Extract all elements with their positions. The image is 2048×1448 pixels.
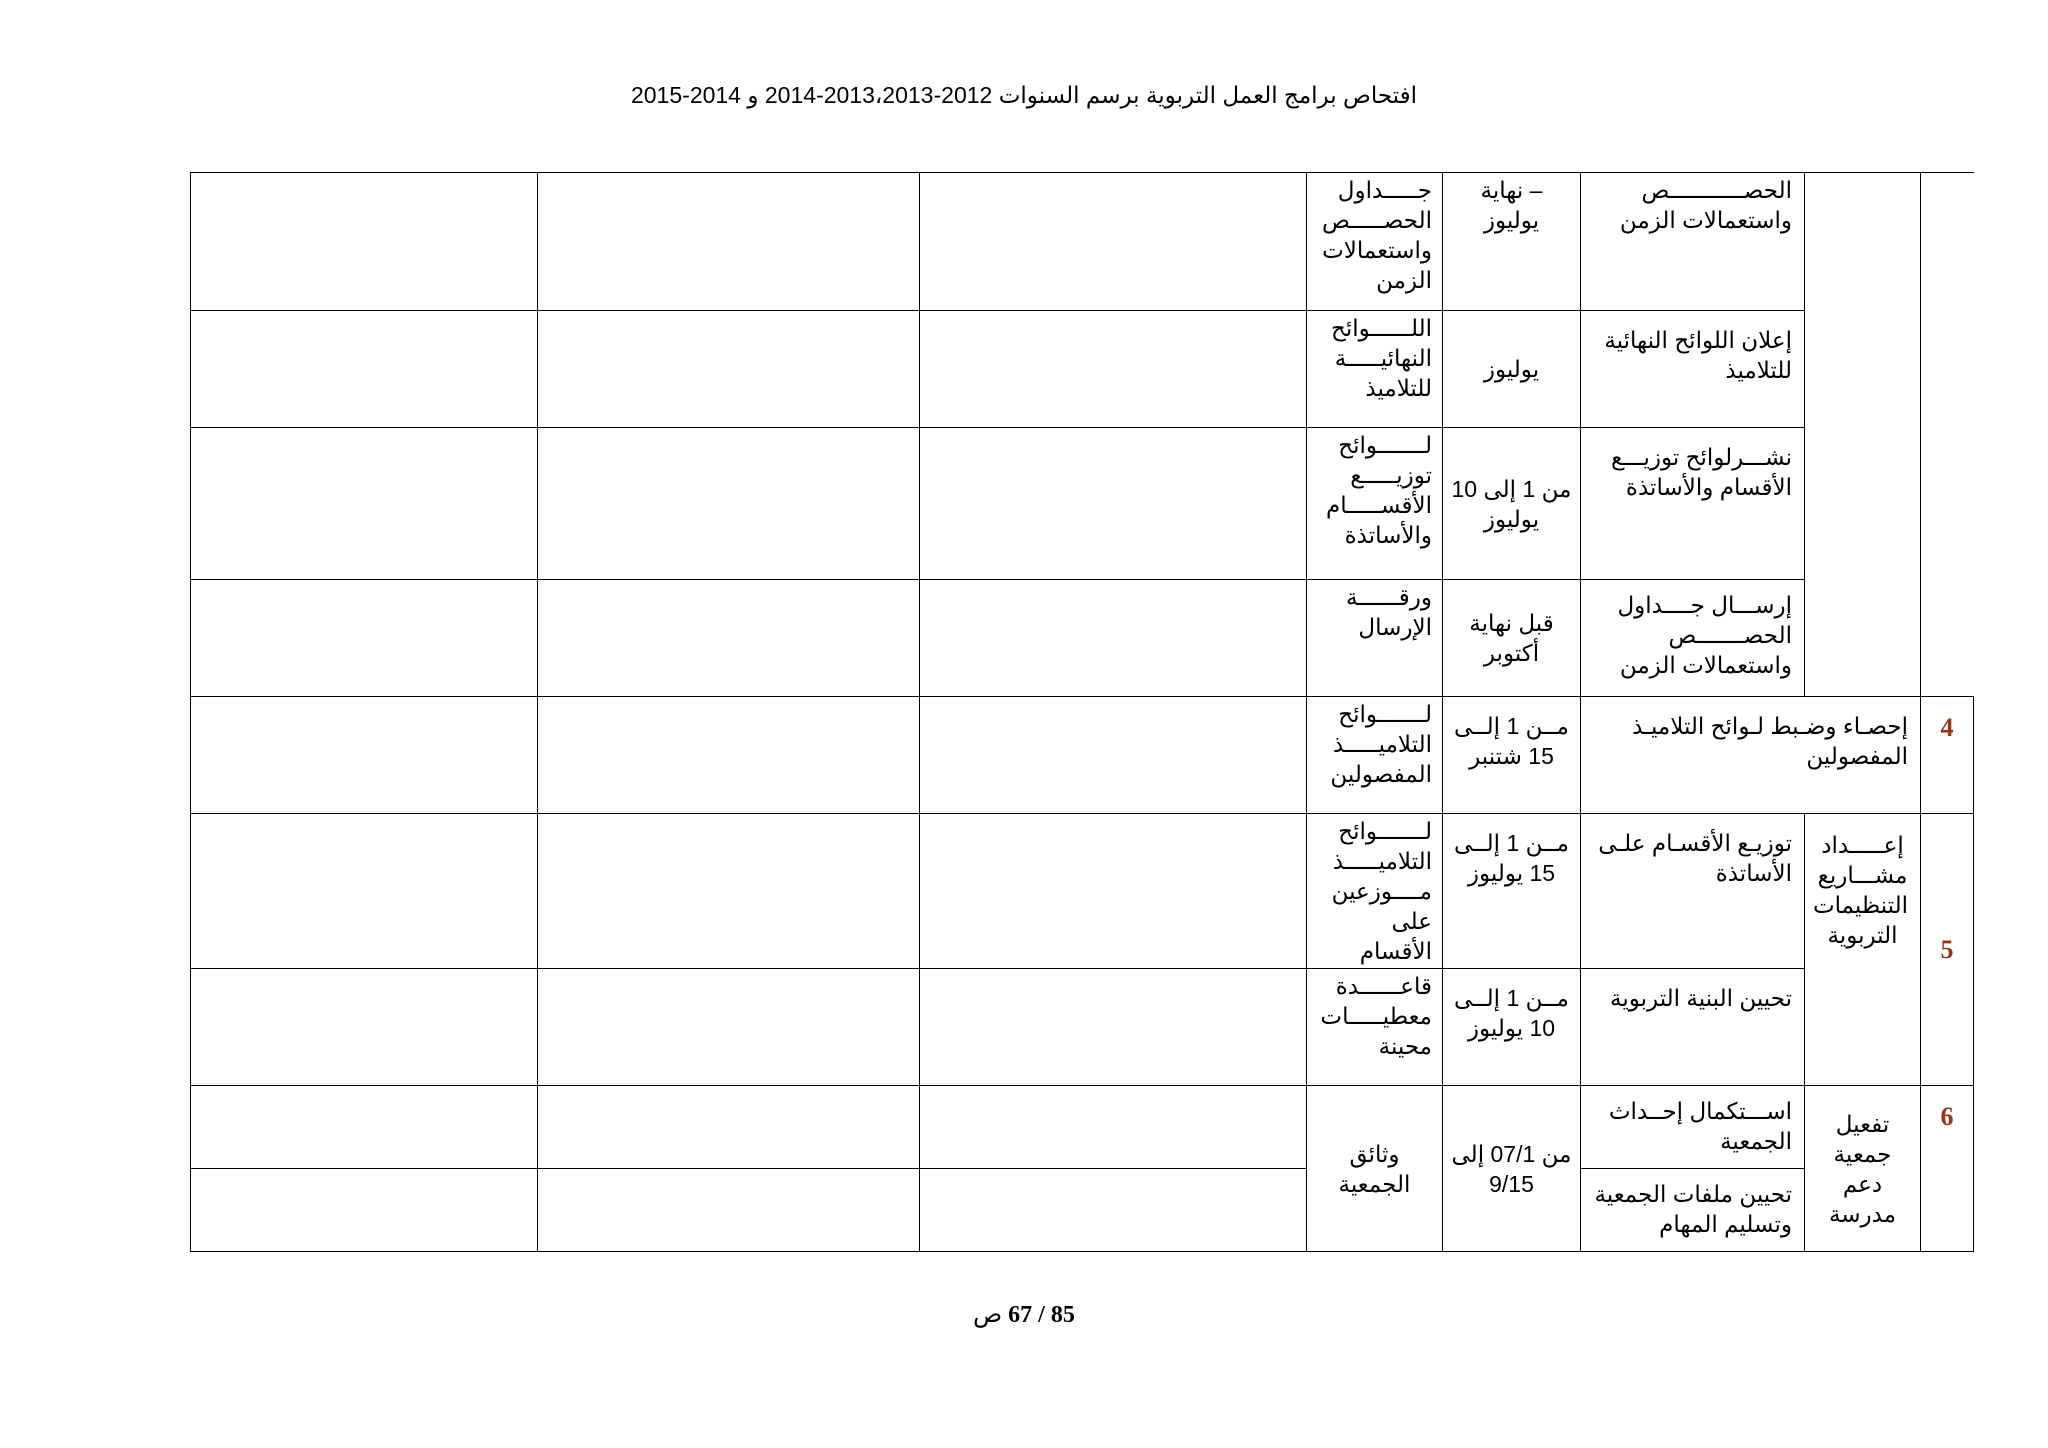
documents-cell: وثائق الجمعية bbox=[1307, 1086, 1443, 1252]
documents-cell: جـــــداول الحصـــــص واستعمالات الزمن bbox=[1307, 173, 1443, 311]
axis-cell: إعـــــداد مشـــاريع التنظيمات التربوية bbox=[1805, 814, 1921, 1086]
axis-cell bbox=[1805, 173, 1921, 697]
documents-cell: لـــــــوائح توزيـــــع الأقســـــام والأساتذة bbox=[1307, 428, 1443, 580]
empty-cell bbox=[191, 580, 538, 697]
activity-cell: اســـتكمال إحــداث الجمعية bbox=[1581, 1086, 1805, 1169]
empty-cell bbox=[538, 697, 920, 814]
page-separator: / bbox=[1038, 1302, 1045, 1328]
period-cell: يوليوز bbox=[1443, 311, 1581, 428]
empty-cell bbox=[538, 1086, 920, 1169]
row-number: 6 bbox=[1921, 1086, 1974, 1252]
empty-cell bbox=[920, 311, 1307, 428]
empty-cell bbox=[920, 697, 1307, 814]
period-cell: مــن 1 إلــى 15 شتنبر bbox=[1443, 697, 1581, 814]
page-title: افتحاص برامج العمل التربوية برسم السنوات 2012-2013،2013-2014 و 2014-2015 bbox=[630, 82, 1418, 108]
table-row bbox=[191, 580, 1974, 697]
documents-cell: ورقــــــة الإرسال bbox=[1307, 580, 1443, 697]
empty-cell bbox=[538, 814, 920, 969]
page-unit: ص bbox=[973, 1302, 1003, 1328]
empty-cell bbox=[191, 1169, 538, 1252]
page-total: 85 bbox=[1050, 1302, 1075, 1328]
activity-cell: إرســـال جــــداول الحصـــــــص واستعمالات الزمن bbox=[1581, 580, 1805, 697]
empty-cell bbox=[191, 173, 538, 311]
documents-cell: قاعــــــدة معطيـــــات محينة bbox=[1307, 969, 1443, 1086]
table-row bbox=[191, 814, 1974, 969]
empty-cell bbox=[920, 173, 1307, 311]
axis-cell: تفعيل جمعية دعم مدرسة bbox=[1805, 1086, 1921, 1252]
page-footer bbox=[0, 1300, 2048, 1329]
empty-cell bbox=[920, 814, 1307, 969]
table-row bbox=[191, 1169, 1974, 1252]
activity-cell: نشـــرلوائح توزيـــع الأقسام والأساتذة bbox=[1581, 428, 1805, 580]
empty-cell bbox=[920, 1086, 1307, 1169]
table-row bbox=[191, 173, 1974, 311]
table-row bbox=[191, 311, 1974, 428]
activity-cell: توزيـع الأقسـام علـى الأساتذة bbox=[1581, 814, 1805, 969]
activity-cell: إعلان اللوائح النهائية للتلاميذ bbox=[1581, 311, 1805, 428]
empty-cell bbox=[920, 969, 1307, 1086]
empty-cell bbox=[538, 173, 920, 311]
row-number: 4 bbox=[1921, 697, 1974, 814]
page-current: 67 bbox=[1008, 1302, 1033, 1328]
empty-cell bbox=[538, 428, 920, 580]
activity-cell: الحصـــــــــــص واستعمالات الزمن bbox=[1581, 173, 1805, 311]
program-table bbox=[190, 172, 1974, 1252]
period-cell: من 07/1 إلى 9/15 bbox=[1443, 1086, 1581, 1252]
empty-cell bbox=[920, 580, 1307, 697]
empty-cell bbox=[538, 969, 920, 1086]
empty-cell bbox=[920, 1169, 1307, 1252]
period-cell: قبل نهاية أكتوبر bbox=[1443, 580, 1581, 697]
period-cell: – نهاية يوليوز bbox=[1443, 173, 1581, 311]
empty-cell bbox=[538, 1169, 920, 1252]
empty-cell bbox=[538, 311, 920, 428]
activity-cell: إحصـاء وضـبط لـوائح التلاميـذ المفصولين bbox=[1581, 697, 1921, 814]
activity-cell: تحيين ملفات الجمعية وتسليم المهام bbox=[1581, 1169, 1805, 1252]
documents-cell: لـــــــوائح التلاميـــــذ المفصولين bbox=[1307, 697, 1443, 814]
empty-cell bbox=[191, 311, 538, 428]
period-cell: مــن 1 إلــى 10 يوليوز bbox=[1443, 969, 1581, 1086]
row-number: 5 bbox=[1921, 814, 1974, 1086]
empty-cell bbox=[191, 969, 538, 1086]
empty-cell bbox=[191, 814, 538, 969]
empty-cell bbox=[920, 428, 1307, 580]
empty-cell bbox=[191, 697, 538, 814]
period-cell: مــن 1 إلــى 15 يوليوز bbox=[1443, 814, 1581, 969]
table-row bbox=[191, 969, 1974, 1086]
documents-cell: اللــــــوائح النهائيـــــة للتلاميذ bbox=[1307, 311, 1443, 428]
table-row bbox=[191, 428, 1974, 580]
activity-cell: تحيين البنية التربوية bbox=[1581, 969, 1805, 1086]
period-cell: من 1 إلى 10 يوليوز bbox=[1443, 428, 1581, 580]
table-row bbox=[191, 1086, 1974, 1169]
table-row bbox=[191, 697, 1974, 814]
documents-cell: لـــــــوائح التلاميـــــذ مــــوزعين على الأقسام bbox=[1307, 814, 1443, 969]
empty-cell bbox=[191, 1086, 538, 1169]
number-cell bbox=[1921, 173, 1974, 697]
empty-cell bbox=[538, 580, 920, 697]
empty-cell bbox=[191, 428, 538, 580]
